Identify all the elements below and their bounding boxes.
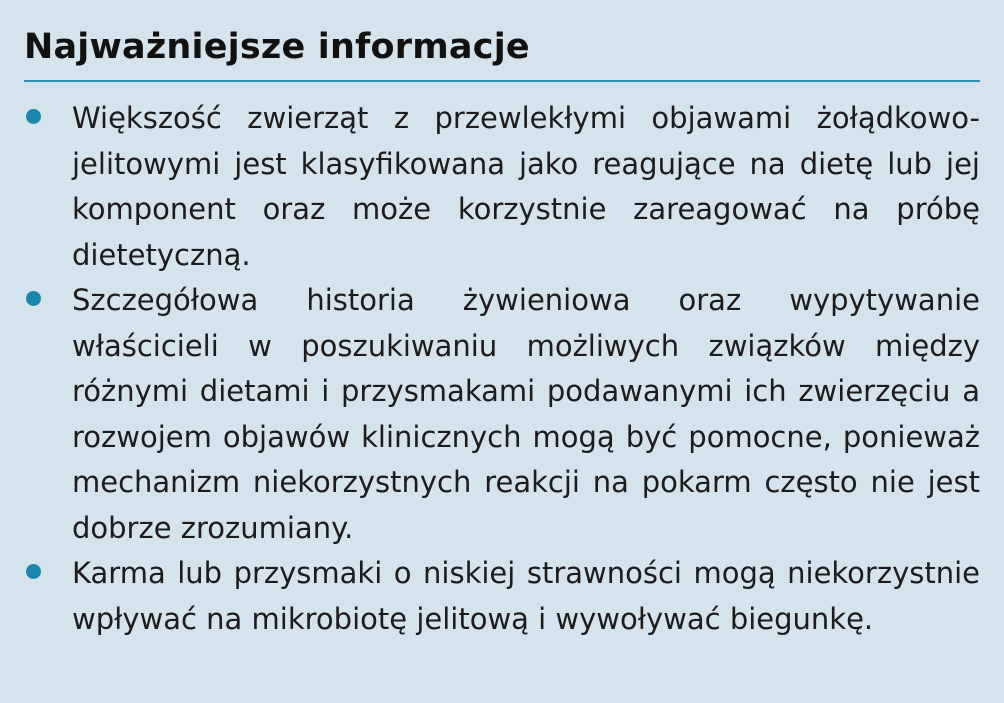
heading-divider [24,80,980,82]
box-heading: Najważniejsze informacje [24,27,530,67]
list-item [24,96,980,278]
list-item-text: Większość zwierząt z przewlekłymi objawami żołądkowo-jelitowymi jest klasyfikowana jako reagujące na dietę lub jej komponent oraz może korzystnie zareagować na próbę dietetyczną. [72,101,980,272]
bullet-dot-icon [26,564,41,579]
list-item-text: Szczegółowa historia żywieniowa oraz wypytywanie właścicieli w poszukiwaniu możliwych związków między różnymi dietami i przysmakami podawanymi ich zwierzęciu a rozwojem objawów klinicznych mogą być pomocne, ponieważ mechanizm niekorzystnych reakcji na pokarm często nie jest dobrze zrozumiany. [72,283,980,545]
bullet-dot-icon [26,109,41,124]
bullet-dot-icon [26,291,41,306]
list-item-text: Karma lub przysmaki o niskiej strawności mogą niekorzystnie wpływać na mikrobiotę jelitową i wywoływać biegunkę. [72,556,980,636]
list-item [24,551,980,642]
key-points-list [24,96,980,642]
list-item [24,278,980,551]
